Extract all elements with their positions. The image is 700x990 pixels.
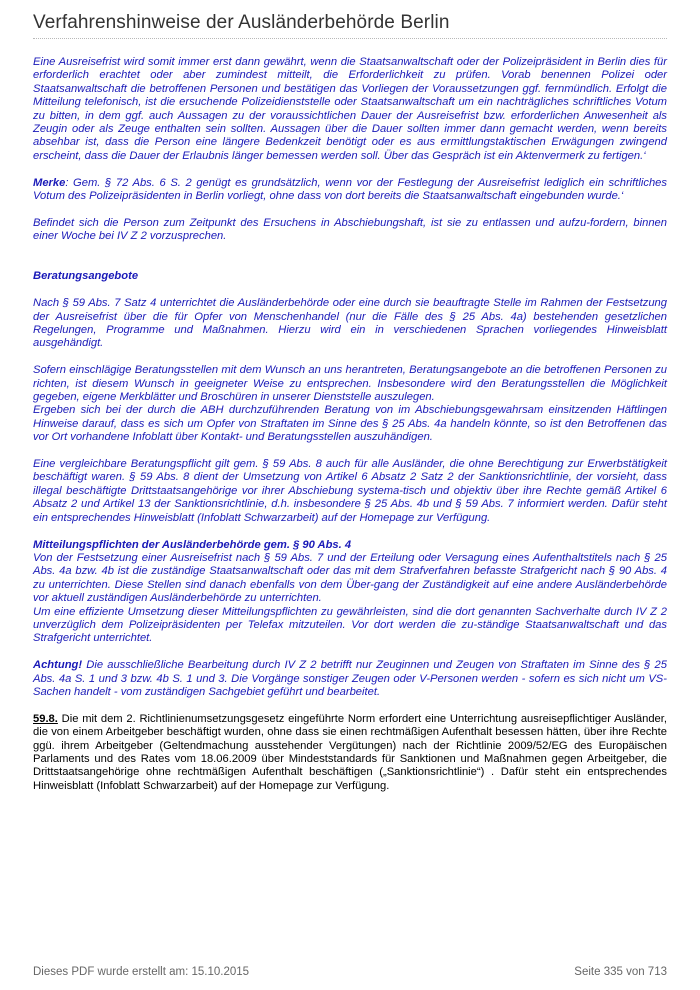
paragraph-beratungspflicht: Eine vergleichbare Beratungspflicht gilt gem. § 59 Abs. 8 auch für alle Ausländer, die ohne Berechtigung zur Erwerbstätigkeit beschäftigt waren. § 59 Abs. 8 dient der Umsetzung von Artikel 6 Absatz 2 Satz 2 der Sanktionsrichtlinie, der vorsieht, dass illegal beschäftigte Drittstaatsangehörige vor ihrer Abschiebung systema-tisch und objektiv über ihre Rechte gemäß Artikel 6 Absatz 2 und Artikel 13 der Sanktionsrichtlinie, d.h. insbesondere § 25 Abs. 4b und § 59 Abs. 7 informiert werden. Dafür steht ein entsprechendes Hinweisblatt (Infoblatt Schwarzarbeit) auf der Homepage zur Verfügung.	[33, 458, 667, 524]
footer-page-number: Seite 335 von 713	[574, 966, 667, 978]
document-body	[33, 56, 667, 793]
page-title: Verfahrenshinweise der Ausländerbehörde Berlin	[33, 12, 450, 33]
merke-label: Merke	[33, 176, 66, 189]
section-number: 59.8.	[33, 712, 58, 725]
achtung-label: Achtung!	[33, 659, 83, 672]
page-header	[33, 12, 667, 39]
paragraph-59-8	[33, 713, 667, 793]
merke-text: : Gem. § 72 Abs. 6 S. 2 genügt es grundsätzlich, wenn vor der Festlegung der Ausreisefrist lediglich ein schriftliches Votum des Polizeipräsidenten in Berlin vorliegt, ohne dass von dort bereits die Staatsanwaltschaft eingebunden wurde.‘	[33, 176, 667, 203]
heading-beratungsangebote: Beratungsangebote	[33, 270, 139, 283]
paragraph-beratungsstellen: Sofern einschlägige Beratungsstellen mit dem Wunsch an uns herantreten, Beratungsangebote an die betroffenen Personen zu richten, ist diesem Wunsch in geeigneter Weise zu entsprechen. Insbesondere wird den Beratungsstellen die Möglichkeit gegeben, eigene Merkblätter und Broschüren in unserer Dienststelle auszulegen.	[33, 364, 667, 404]
heading-mitteilungspflichten: Mitteilungspflichten der Ausländerbehörde gem. § 90 Abs. 4	[33, 538, 352, 551]
paragraph-abschiebungshaft: Befindet sich die Person zum Zeitpunkt des Ersuchens in Abschiebungshaft, ist sie zu entlassen und aufzu-fordern, binnen einer Woche bei IV Z 2 vorzusprechen.	[33, 216, 667, 243]
paragraph-telefax: Um eine effiziente Umsetzung dieser Mitteilungspflichten zu gewährleisten, sind die dort genannten Sachverhalte durch IV Z 2 unverzüglich dem Polizeipräsidenten per Telefax mitzuteilen. Vor dort werden die zu-ständige Staatsanwaltschaft und das Strafgericht unterrichtet.	[33, 605, 667, 645]
paragraph-abschiebungsgewahrsam: Ergeben sich bei der durch die ABH durchzuführenden Beratung von im Abschiebungsgewahrsam einsitzenden Häftlingen Hinweise darauf, dass es sich um Opfer von Straftaten im Sinne des § 25 Abs. 4a handeln könnte, so ist den Betroffenen das vor Ort vorhandene Infoblatt über Kontakt- und Beratungsstellen auszuhändigen.	[33, 404, 667, 444]
achtung-text: Die ausschließliche Bearbeitung durch IV Z 2 betrifft nur Zeuginnen und Zeugen von Straftaten im Sinne des § 25 Abs. 4a S. 1 und 3 bzw. 4b S. 1 und 3. Die Vorgänge sonstiger Zeugen oder V-Personen werden - sofern es sich nicht um VS-Sachen handelt - vom zuständigen Sachgebiet geführt und bearbeitet.	[33, 659, 667, 698]
paragraph-ausreisefrist: Eine Ausreisefrist wird somit immer erst dann gewährt, wenn die Staatsanwaltschaft oder der Polizeipräsident in Berlin dies für erforderlich erachtet oder aber zumindest mitteilt, die Erforderlichkeit zu prüfen. Vorab benennen Polizei oder Staatsanwaltschaft die betroffenen Personen und bestätigen das Vorliegen der Voraussetzungen ggf. fernmündlich. Erfolgt die Mitteilung telefonisch, ist die ersuchende Polizeidienststelle oder Staatsanwaltschaft um ein nachträgliches schriftliches Votum zu bitten, in dem ggf. auch Aussagen zu der voraussichtlichen Dauer der Ausreisefrist bzw. erforderlichen Anwesenheit als Zeugin oder als Zeuge enthalten sein sollten. Aussagen über die Dauer sollten immer dann gemacht werden, wenn bereits absehbar ist, dass die Person eine längere Bedenkzeit benötigt oder es aus ermittlungstaktischen Erwägungen zwingend erscheint, dass die Dauer der Erlaubnis länger bemessen werden soll. Über das Gespräch ist ein Aktenvermerk zu fertigen.‘	[33, 56, 667, 162]
section-text: Die mit dem 2. Richtlinienumsetzungsgesetz eingeführte Norm erfordert eine Unterrichtung ausreisepflichtiger Ausländer, die von einem Arbeitgeber beschäftigt wurden, ohne dass sie einen rechtmäßigen Aufenthalt besessen hätten, über ihre Rechte ggü. ihrem Arbeitgeber (Geltendmachung ausstehender Vergütungen) nach der Richtlinie 2009/52/EG des Europäischen Parlaments und des Rates vom 18.06.2009 über Mindeststandards für Sanktionen und Maßnahmen gegen Arbeitgeber, die Drittstaatsangehörige ohne rechtmäßigen Aufenthalt beschäftigen („Sanktionsrichtlinie“) . Dafür steht ein entsprechendes Hinweisblatt (Infoblatt Schwarzarbeit) auf der Homepage zur Verfügung.	[33, 712, 667, 792]
paragraph-unterrichtung: Nach § 59 Abs. 7 Satz 4 unterrichtet die Ausländerbehörde oder eine durch sie beauftragte Stelle im Rahmen der Festsetzung der Ausreisefrist über die für Opfer von Menschenhandel (nur die Fälle des § 25 Abs. 4a) bestehenden gesetzlichen Regelungen, Programme und Maßnahmen. Hierzu wird ein in verschiedenen Sprachen vorliegendes Hinweisblatt ausgehändigt.	[33, 297, 667, 350]
paragraph-achtung	[33, 659, 667, 699]
paragraph-merke	[33, 177, 667, 204]
paragraph-festsetzung: Von der Festsetzung einer Ausreisefrist nach § 59 Abs. 7 und der Erteilung oder Versagung eines Aufenthaltstitels nach § 25 Abs. 4a bzw. 4b ist die zuständige Staatsanwaltschaft oder das mit dem Strafverfahren befasste Strafgericht nach § 90 Abs. 4 zu unterrichten. Diese Stellen sind danach ebenfalls von dem Über-gang der Zuständigkeit auf eine andere Ausländerbehörde vor aktuell zuständigen Ausländerbehörde zu unterrichten.	[33, 551, 667, 605]
footer-created-date: Dieses PDF wurde erstellt am: 15.10.2015	[33, 966, 250, 978]
